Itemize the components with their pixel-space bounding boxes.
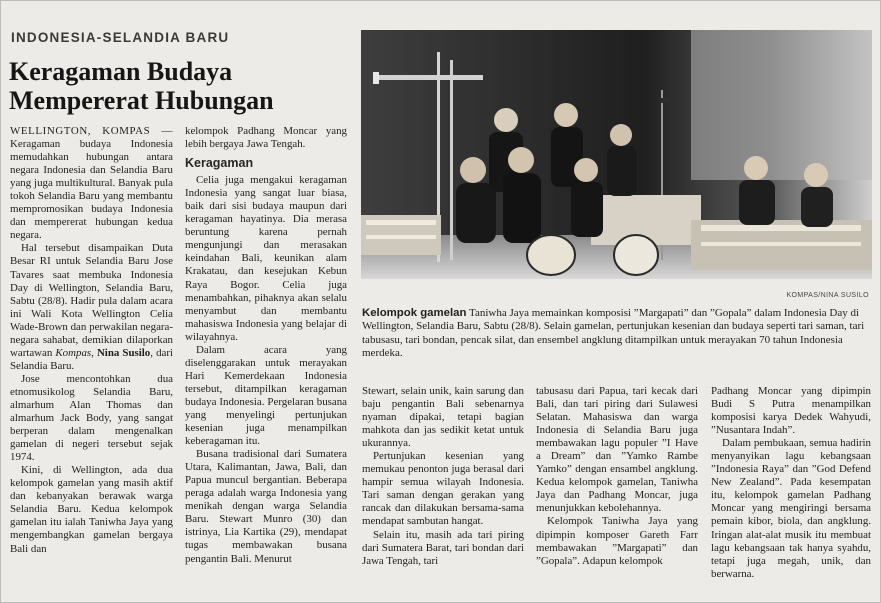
headline-line-2: Mempererat Hubungan	[9, 86, 274, 115]
paragraph: Padhang Moncar yang dipimpin Budi S Putra menampilkan komposisi karya Dedek Wahyudi, ”Nusantara Indah”.	[711, 385, 871, 437]
paragraph: Kini, di Wellington, ada dua kelompok gamelan yang masih aktif dan kebanyakan berawak warga Selandia Baru. Kedua kelompok gamelan itu ialah Taniwha Jaya yang mengembangkan gamelan bergaya Bali dan	[10, 464, 173, 555]
paragraph: tabusasu dari Papua, tari kecak dari Bali, dan tari piring dari Sulawesi Selatan. Mahasiswa dan warga Indonesia di Selandia Baru juga membawakan lagu populer ”I Have a Dream” dan ”Yamko Rambe Yamko” dengan ensambel angklung. Kedua kelompok gamelan, Taniwha Jaya dan Padhang Moncar, juga menunjukkan kebolehannya.	[536, 385, 698, 515]
headline-line-1: Keragaman Budaya	[9, 57, 233, 86]
article-column-3	[362, 385, 524, 568]
article-column-1	[10, 125, 173, 556]
photo-illustration	[361, 30, 872, 279]
dateline: WELLINGTON, KOMPAS —	[10, 125, 173, 137]
author-name: Nina Susilo	[96, 346, 151, 359]
paragraph: Jose mencontohkan dua etnomusikolog Selandia Baru, almarhum Alan Thomas dan almarhum Jack Body, yang sangat berperan dalam mengenalkan gamelan di negeri tersebut sejak 1974.	[10, 372, 173, 464]
gamelan-photo	[361, 30, 872, 279]
paragraph: Dalam acara yang diselenggarakan untuk merayakan Hari Kemerdekaan Indonesia tersebut, ditampilkan keragaman budaya Indonesia. Pergelaran busana yang menyelingi pertunjukan kesenian juga menampilkan keberagaman itu.	[185, 343, 347, 448]
paragraph: Dalam pembukaan, semua hadirin menyanyikan lagu kebangsaan ”Indonesia Raya” dan ”God Defend New Zealand”. Pada kesempatan itu, kelompok gamelan Padhang Moncar yang mengiringi bersama pemain kibor, biola, dan angklung. Iringan alat-alat musik itu membuat lagu kebangsaan tak hanya syahdu, tetapi juga megah, unik, dan berwarna.	[711, 437, 871, 580]
paragraph: Celia juga mengakui keragaman Indonesia yang sangat luar biasa, baik dari sisi budaya maupun dari keragaman hayatinya. Dia merasa beruntung karena pernah mengunjungi dan merasakan keindahan Bali, keunikan alam Krakatau, dan kesejukan Kebun Raya Bogor. Celia juga menambahkan, pihaknya akan selalu menyambut dan membantu mahasiswa Indonesia yang belajar di wilayahnya.	[185, 174, 347, 343]
subheading: Keragaman	[185, 156, 254, 171]
paragraph: Kelompok Taniwha Jaya yang dipimpin komposer Gareth Farr membawakan ”Margapati” dan ”Gopala”. Adapun kelompok	[536, 515, 698, 567]
paragraph-text: , dari Selandia Baru.	[10, 346, 173, 372]
paragraph: Busana tradisional dari Sumatera Utara, Kalimantan, Jawa, Bali, dan Papua muncul bergantian. Beberapa peraga adalah warga Indonesia yang menikah dengan warga Selandia Baru. Stewart Munro (30) dan istrinya, Lia Kartika (29), mendapat tugas membawakan busana pengantin Bali. Menurut	[185, 448, 347, 565]
caption-text: Taniwha Jaya memainkan komposisi ”Margapati” dan ”Gopala” dalam Indonesia Day di Wellington, Selandia Baru, Sabtu (28/8). Selain gamelan, pertunjukan kesenian dan budaya seperti tari saman, tari tabusasu, tari bondan, pencak silat, dan ensembel angklung ditampilkan untuk merayakan 70 tahun Indonesia merdeka.	[362, 307, 865, 360]
paragraph	[10, 242, 173, 372]
paragraph: kelompok Padhang Moncar yang lebih bergaya Jawa Tengah.	[185, 125, 347, 151]
article-column-5	[711, 385, 871, 581]
punctuation: ,	[91, 346, 97, 359]
article-column-2	[185, 125, 347, 566]
paragraph: Pertunjukan kesenian yang memukau penonton juga berasal dari hampir semua wilayah Indonesia. Tari saman dengan gerakan yang rancak dan dilakukan bersama-sama mendapat sambutan hangat.	[362, 450, 524, 528]
article-headline	[9, 57, 354, 115]
publication-name: Kompas	[55, 346, 92, 359]
photo-credit: KOMPAS/NINA SUSILO	[786, 292, 869, 299]
paragraph	[10, 125, 173, 242]
paragraph: Selain itu, masih ada tari piring dari Sumatera Barat, tari bondan dari Jawa Tengah, tari	[362, 528, 524, 567]
section-kicker: INDONESIA-SELANDIA BARU	[11, 30, 230, 45]
photo-caption	[362, 307, 867, 361]
paragraph-text: Hal tersebut disampaikan Duta Besar RI untuk Selandia Baru Jose Tavares saat membuka Indonesia Day di Wellington, Selandia Baru, Sabtu (28/8). Hadir pula dalam acara ini Wali Kota Wellington Celia Wade-Brown dan perwakilan negara-negara sahabat, demikian dilaporkan wartawan	[10, 242, 173, 359]
lead-text: Keragaman budaya Indonesia memudahkan hubungan antara negara Indonesia dan Selandia Baru yang juga multikultural. Banyak pula tokoh Selandia Baru yang membantu mempromosikan budaya Indonesia dan mempererat hubungan kedua negara.	[10, 138, 173, 242]
paragraph: Stewart, selain unik, kain sarung dan baju pengantin Bali sebenarnya nyaman dipakai, tetapi bagian mahkota dan jas sedikit ketat untuk ukurannya.	[362, 385, 524, 450]
article-column-4	[536, 385, 698, 568]
caption-lead: Kelompok gamelan	[362, 307, 467, 319]
